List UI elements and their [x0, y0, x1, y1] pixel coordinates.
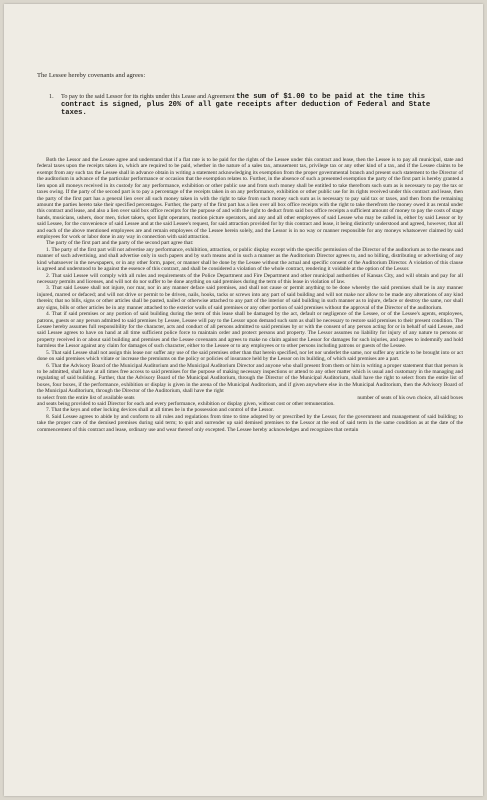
item-4-liability: 4. That if said premises or any portion of said building during the term of this lease shall be damaged by the act, default or negligence of the Lessee, or of the Lessee's agents, employees, patrons, guests or any person admitted to said premises by Lessee, Lessee will pay to the Lessor upon demand such sum as shall be necessary to restore said premises to their present condition. The Lessee hereby assumes full responsibility for the character, acts and conduct of all persons admitted to said premises by or with the consent of any person acting for or in behalf of said Lessee, and said Lessee agrees to have on hand at all time sufficient police force to maintain order and protect persons and property. The Lessor assumes no liability for injury of any nature to persons or property received in or about said building and premises and the Lessee covenants and agrees to make no claim against the Lessor for damages for such injuries, and agrees to indemnify and hold harmless the Lessor against any claim for damages of such character, either to the Lessee or to any employees or to other persons including patrons or guests of the Lessee.: [37, 311, 463, 350]
document-body: [37, 72, 463, 433]
document-page: [4, 4, 483, 796]
clause-1-number: 1.: [49, 93, 54, 100]
item-5-no-assignment: 5. That said Lessee shall not assign this lease nor suffer any use of the said premises other than that herein specified, nor let nor underlet the same, nor suffer any article to be brought into or act done on said premises which vitiate or increase the premiums on the policy or policies of insurance held by the Lessor on its building, of which said premises are a part.: [37, 349, 463, 363]
item-8-rules: 8. Said Lessee agrees to abide by and conform to all rules and regulations from time to time adopted by or prescribed by the Lessor, for the government and management of said building; to take the proper care of the demised premises during said term; to quit and surrender up said demised premises to the Lessor at the end of said term in the same condition as at the date of the commencement of this contract and lease, ordinary use and wear thereof only excepted. The Lessee hereby acknowledges and recognizes that certain: [37, 413, 463, 433]
item-7-keys: 7. That the keys and other locking devices shall at all times be in the possession and control of the Lessor.: [46, 407, 274, 414]
item-6-seats-right: number of seats of his own choice, all said boxes: [357, 394, 463, 401]
item-2-compliance: 2. That said Lessee will comply with all rules and requirements of the Police Department and Fire Department and other municipal authorities of Kansas City, and will obtain and pay for all necessary permits and licenses, and will not do nor suffer to be done anything on said premises during the term of this lease in violation of law.: [37, 272, 463, 286]
item-6-seats-left: to select from the entire list of available seats: [37, 394, 135, 401]
clause-1: [49, 93, 463, 117]
clause-1-typed-text: the sum of $1.00 to be paid at the time this contract is signed, plus 20% of all gate receipts after deduction of Federal and State taxes.: [61, 93, 431, 117]
parties-agree-paragraph: The party of the first part and the party of the second part agree that:: [46, 240, 194, 247]
item-6-advisory-board: 6. That the Advisory Board of the Municipal Auditorium and the Municipal Auditorium Director and anyone who shall present from them or him in writing a proper statement that that person is to be admitted, shall have at all times free access to said premises for the purpose of making necessary inspections or attend to any other matter which is usual and customary in the managing and regulating of said building. Further, that the Advisory Board of the Municipal Auditorium, through the Director of the Municipal Auditorium, shall have the right to select from the entire list of boxes, four boxes, if the performance, exhibition or display is given in the arena of the Municipal Auditorium, and if given anywhere else in the Municipal Auditorium, then the Advisory Board of the Municipal Auditorium, through the Director of the Auditorium, shall have the right: [37, 362, 463, 395]
item-1-advertising: 1. The party of the first part will not advertise any performance, exhibition, attraction, or public display except with the specific permission of the Director of the auditorium as to the means and manner of such advertising, and shall advertise only in such papers and by such means and in such a manner as the Auditorium Director agrees to, and no billing, distributing or advertising of any kind whatsoever in the newspapers, or in any other form, paper, or manner shall be done by the Lessee without the actual and specific consent of the Auditorium Director. A violation of this clause is agreed and understood to be against the essence of this contract, and shall be considered a violation of the whole contract, rendering it voidable at the option of the Lessor.: [37, 246, 463, 273]
item-6-continuation: and seats being provided to said Director for each and every performance, exhibition or display given, without cost or other remuneration.: [37, 401, 335, 408]
item-3-no-damage: 3. That said Lessee shall not injure, nor mar, nor in any manner deface said premises, and shall not cause or permit anything to be done whereby the said premises shall be in any manner injured, marred or defaced; and will not drive or permit to be driven, nails, hooks, tacks or screws into any part of said building and will not make nor allow to be made any alterations of any kind therein; that no bills, signs or other articles shall be pasted, nailed or otherwise attached to any part of the interior of said building in such manner as to injure, deface or destroy the same, nor shall any signs, bills or other articles be in any manner attached to the exterior walls of said premises or any other portion of said premises without the approval of the Director of the auditorium.: [37, 285, 463, 311]
clause-1-printed-text: To pay to the said Lessor for its rights under this Lease and Agreement: [61, 93, 235, 100]
covenants-heading: The Lessee hereby covenants and agrees:: [37, 72, 146, 79]
tax-lien-paragraph: Both the Lessor and the Lessee agree and understand that if a flat rate is to be paid for the rights of the Lessee under this contract and lease, then the Lessee is to pay all municipal, state and federal taxes upon the receipts taken in, which are required to be paid, whether in the nature of a sales tax, amusement tax, privilege tax or any other kind of a tax, and if the Lessee claims to be exempt from any such tax the Lessee shall in advance obtain in writing a statement acknowledging its exemption from the proper governmental branch and present such statement to the Director of the auditorium in advance of the particular performance or occasion that the exemption relates to. Further, in the absence of such a presented exemption the party of the first part is hereby granted a lien upon all moneys received in its custody for any performance, exhibition or other public use and from such money shall be entitled to take therefrom such sum as is necessary to pay the tax or taxes owing. If the party of the second part is to pay a percentage of the receipts taken in on any performance, exhibition or other public use for its rights received under this contract and lease, then the party of the first part has a general lien over all such money taken in with the right to take from such money such sum as is necessary to pay said tax or taxes, and then from the remaining amount the parties hereto take their specified percentages. Further, the party of the first part has a lien over all box office receipts with the right to take therefrom the money owed it as rental under this contract and lease, and also a lien over said box office receipts for the purpose of and with the right to deduct from said box office receipts a sufficient amount of money to pay the costs of stage hands, musicians, ushers, door men, ticket takers, spot light operators, motion picture operators, and any and all other employees of said Lessee who may be called in, either by said Lessor or by said Lessee, for the convenience of said Lessee and at the said Lessee's request, for said attraction provided for by this contract and lease, it being distinctly understood and agreed, however, that all and each of the above mentioned employees are and remain employees of the Lessee herein solely, and the Lessor is in no way or manner responsible for any moneys whatsoever claimed by said employees for work or labor done in any way in connection with said attraction.: [37, 157, 463, 241]
